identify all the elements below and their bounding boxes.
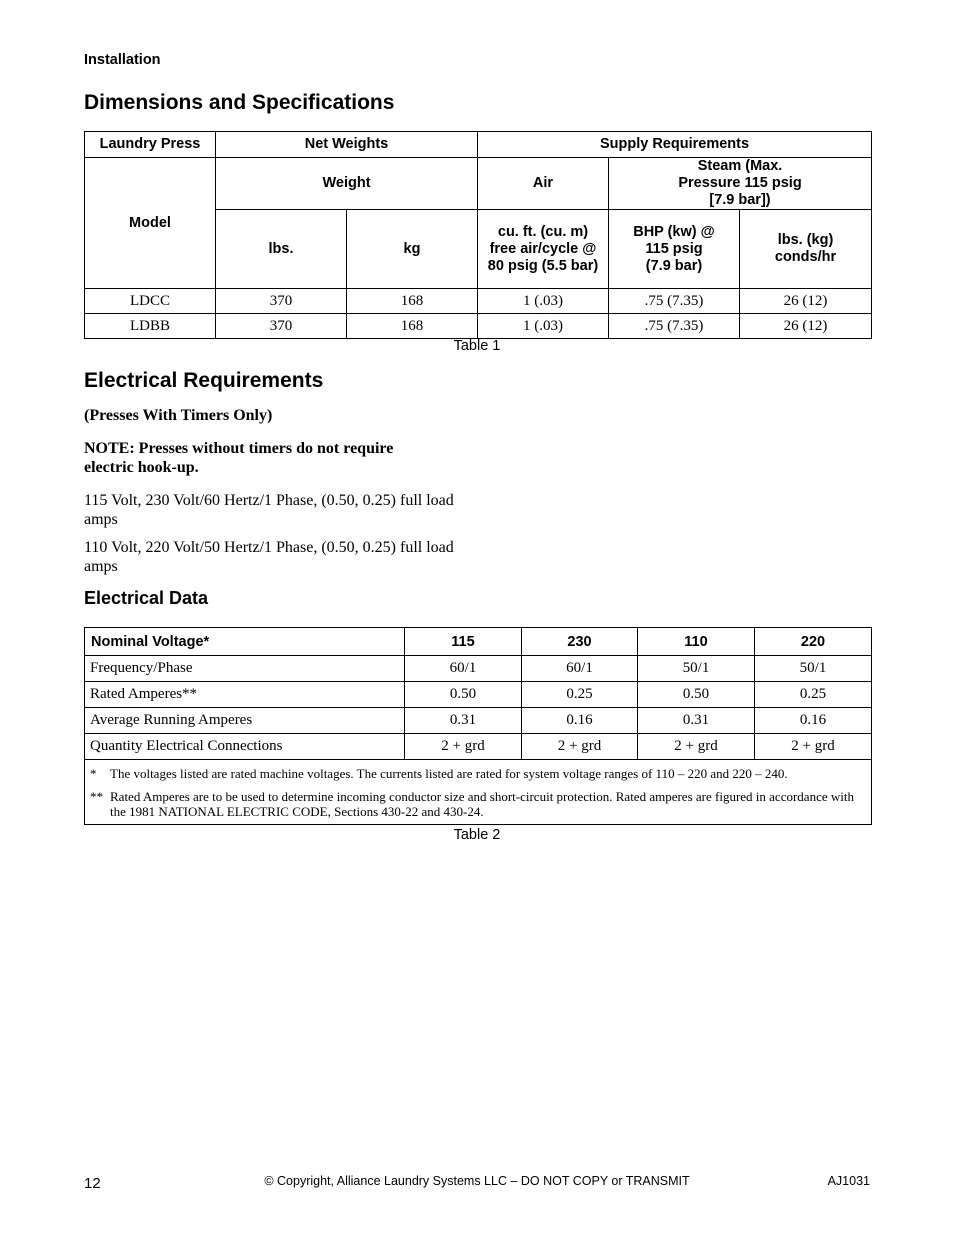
table-cell: 0.25 [522, 682, 638, 708]
table-row [85, 314, 872, 339]
table-cell: 50/1 [755, 656, 872, 682]
table-cell: 370 [216, 314, 347, 339]
column-header: Weight [216, 158, 478, 210]
document-id: AJ1031 [827, 1174, 870, 1188]
table-cell: .75 (7.35) [609, 314, 740, 339]
column-header: Supply Requirements [478, 132, 872, 158]
column-header: lbs. [216, 210, 347, 289]
column-header: lbs. (kg) conds/hr [740, 210, 872, 289]
table-cell: LDBB [85, 314, 216, 339]
voltage-paragraph: 115 Volt, 230 Volt/60 Hertz/1 Phase, (0.50, 0.25) full load amps [84, 492, 454, 528]
footnote [90, 789, 866, 819]
table-cell: 168 [347, 289, 478, 314]
column-header: BHP (kw) @ 115 psig (7.9 bar) [609, 210, 740, 289]
column-header: 110 [638, 628, 755, 656]
table-cell: 2 + grd [755, 734, 872, 760]
table-cell: 0.25 [755, 682, 872, 708]
table-header-row [85, 132, 872, 158]
table-cell: 1 (.03) [478, 314, 609, 339]
table-cell: 0.31 [405, 708, 522, 734]
table-cell: Quantity Electrical Connections [85, 734, 405, 760]
footnote-mark: * [90, 766, 97, 781]
table-cell: .75 (7.35) [609, 289, 740, 314]
table-caption: Table 1 [453, 338, 501, 354]
footnotes-cell [85, 760, 872, 825]
table-cell: Frequency/Phase [85, 656, 405, 682]
electrical-heading: Electrical Requirements [84, 369, 324, 392]
table-cell: 168 [347, 314, 478, 339]
table-cell: 0.50 [638, 682, 755, 708]
footnote-text: The voltages listed are rated machine voltages. The currents listed are rated for system voltage ranges of 110 – 220 and 220 – 240. [110, 766, 788, 781]
table-cell: 0.16 [522, 708, 638, 734]
column-header: Nominal Voltage* [85, 628, 405, 656]
table-header-row [85, 158, 872, 210]
table-cell: 370 [216, 289, 347, 314]
table-cell: 2 + grd [405, 734, 522, 760]
table-caption: Table 2 [453, 827, 501, 843]
column-header: kg [347, 210, 478, 289]
footnotes-row [85, 760, 872, 825]
section-header: Installation [84, 52, 161, 68]
presses-note: (Presses With Timers Only) [84, 407, 273, 424]
table-cell: 2 + grd [522, 734, 638, 760]
column-header: Model [85, 158, 216, 289]
table-cell: 60/1 [405, 656, 522, 682]
table-cell: LDCC [85, 289, 216, 314]
column-header: Net Weights [216, 132, 478, 158]
note-text: NOTE: Presses without timers do not require electric hook-up. [84, 440, 394, 476]
column-header: Steam (Max. Pressure 115 psig [7.9 bar]) [609, 158, 872, 210]
footnote-text: Rated Amperes are to be used to determine incoming conductor size and short-circuit protection. Rated amperes are figured in accordance with the 1981 NATIONAL ELECTRIC CODE, Sections 430-22 and 430-24. [110, 789, 854, 819]
dimensions-table [84, 131, 872, 339]
table-cell: Average Running Amperes [85, 708, 405, 734]
table-cell: 60/1 [522, 656, 638, 682]
table-row [85, 682, 872, 708]
table-row [85, 708, 872, 734]
table-cell: 2 + grd [638, 734, 755, 760]
dimensions-heading: Dimensions and Specifications [84, 91, 395, 114]
electrical-data-table [84, 627, 872, 825]
table-row [85, 289, 872, 314]
table-cell: 0.31 [638, 708, 755, 734]
column-header: Air [478, 158, 609, 210]
table-row [85, 734, 872, 760]
electrical-data-heading: Electrical Data [84, 588, 209, 608]
column-header: cu. ft. (cu. m) free air/cycle @ 80 psig (5.5 bar) [478, 210, 609, 289]
table-cell: 0.16 [755, 708, 872, 734]
page-number: 12 [84, 1175, 101, 1192]
footnote-mark: ** [90, 789, 103, 804]
table-cell: 1 (.03) [478, 289, 609, 314]
column-header: Laundry Press [85, 132, 216, 158]
table-cell: 50/1 [638, 656, 755, 682]
table-cell: Rated Amperes** [85, 682, 405, 708]
copyright-notice: © Copyright, Alliance Laundry Systems LLC – DO NOT COPY or TRANSMIT [264, 1174, 690, 1188]
table-row [85, 656, 872, 682]
column-header: 220 [755, 628, 872, 656]
table-header-row [85, 628, 872, 656]
footnote [90, 766, 866, 781]
voltage-paragraph: 110 Volt, 220 Volt/50 Hertz/1 Phase, (0.50, 0.25) full load amps [84, 539, 454, 575]
table-cell: 26 (12) [740, 289, 872, 314]
table-cell: 0.50 [405, 682, 522, 708]
column-header: 230 [522, 628, 638, 656]
column-header: 115 [405, 628, 522, 656]
table-cell: 26 (12) [740, 314, 872, 339]
